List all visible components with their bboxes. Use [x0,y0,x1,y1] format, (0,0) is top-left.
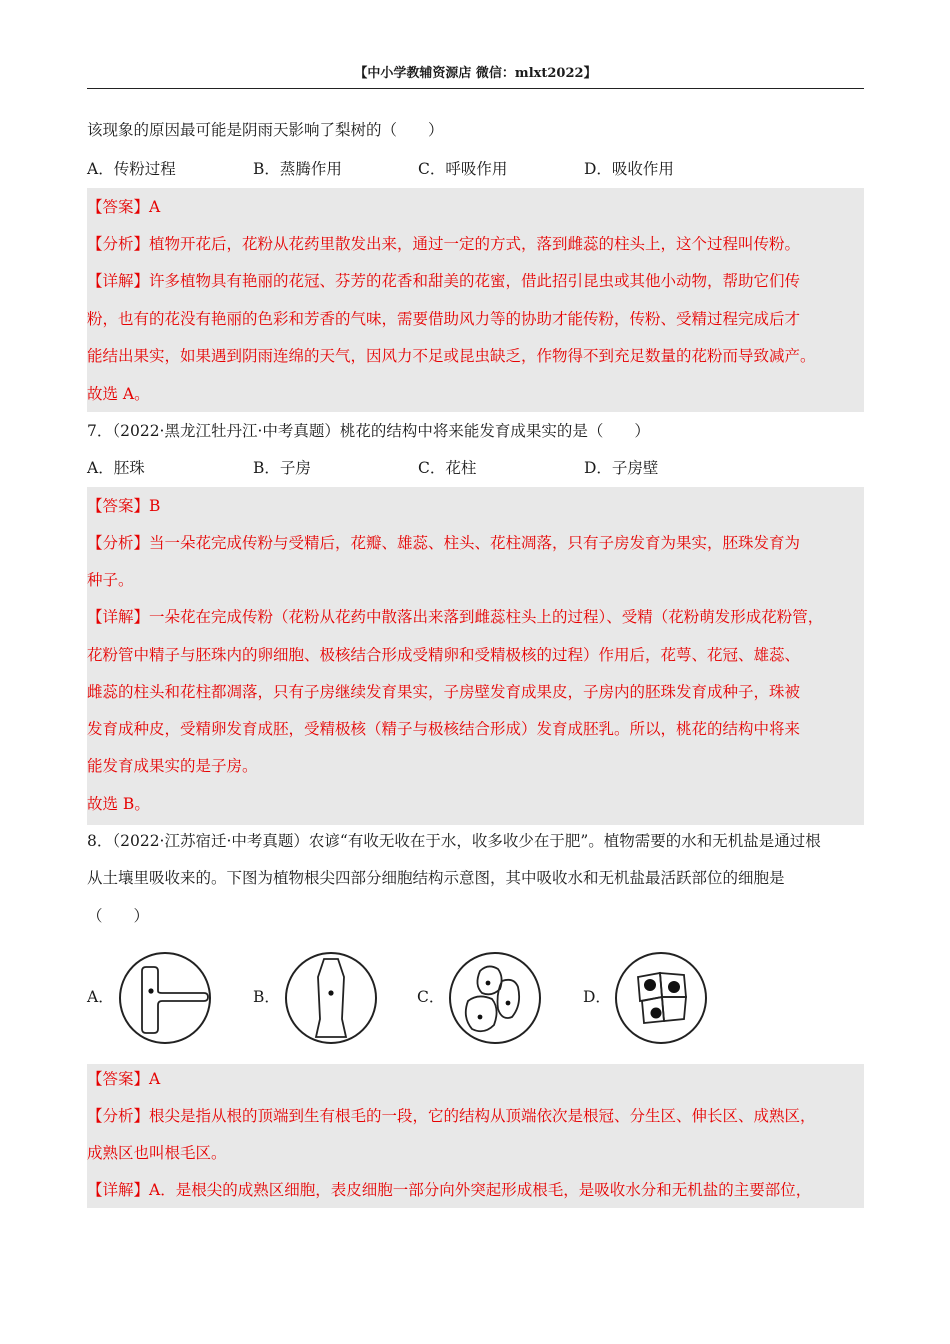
option-c: C．呼吸作用 [418,160,508,178]
detail-tag: 【详解】 [87,1181,150,1199]
detail-7-line-4: 发育成种皮，受精卵发育成胚，受精极核（精子与极核结合形成）发育成胚乳。所以，桃花的结构中将来 [87,720,801,738]
analysis-7-line-1 [87,531,864,555]
detail-tag: 【详解】 [87,608,150,626]
analysis-8-line-2: 成熟区也叫根毛区。 [87,1144,227,1162]
detail-6-line-3: 能结出果实，如果遇到阴雨连绵的天气，因风力不足或昆虫缺乏，作物得不到充足数量的花粉而导致减产。 [87,347,816,365]
analysis-tag: 【分析】 [87,235,150,253]
detail-text: A．是根尖的成熟区细胞，表皮细胞一部分向外突起形成根毛，是吸收水分和无机盐的主要部位， [149,1181,812,1199]
analysis-tag: 【分析】 [87,534,150,552]
figure-label-b: B． [253,988,280,1006]
meristem-cells-icon [614,951,708,1045]
detail-6-line-1 [87,269,864,293]
detail-6-line-4: 故选 A。 [87,385,150,403]
option-a: A．胚珠 [87,459,145,477]
analysis-text: 根尖是指从根的顶端到生有根毛的一段，它的结构从顶端依次是根冠、分生区、伸长区、成熟区， [149,1107,816,1125]
analysis-text: 植物开花后，花粉从花药里散发出来，通过一定的方式，落到雌蕊的柱头上，这个过程叫传粉。 [149,235,801,253]
detail-7-line-1 [87,605,864,629]
analysis-7-line-2: 种子。 [87,571,134,589]
question-6-stem: 该现象的原因最可能是阴雨天影响了梨树的（ ） [87,121,444,139]
root-hair-cell-icon [118,951,212,1045]
analysis-8-line-1 [87,1104,864,1128]
answer-block-6 [87,188,864,412]
option-c: C．花柱 [418,459,477,477]
question-8-stem-line-2: 从土壤里吸收来的。下图为植物根尖四部分细胞结构示意图，其中吸收水和无机盐最活跃部位的细胞是 [87,869,785,887]
analysis-text: 当一朵花完成传粉与受精后，花瓣、雄蕊、柱头、花柱凋落，只有子房发育为果实，胚珠发育为 [149,534,801,552]
answer-tag: 【答案】 [87,1070,150,1088]
question-7-stem: 7．（2022·黑龙江牡丹江·中考真题）桃花的结构中将来能发育成果实的是（ ） [87,422,650,440]
detail-7-line-2: 花粉管中精子与胚珠内的卵细胞、极核结合形成受精卵和受精极核的过程）作用后，花萼、花冠、雄蕊、 [87,646,801,664]
option-b: B．子房 [253,459,311,477]
detail-7-line-5: 能发育成果实的是子房。 [87,757,258,775]
answer-tag: 【答案】 [87,497,150,515]
question-8-stem-line-3: （ ） [87,907,150,925]
answer-6 [87,195,864,219]
option-d: D．吸收作用 [584,160,674,178]
option-b: B．蒸腾作用 [253,160,342,178]
detail-7-line-6: 故选 B。 [87,795,150,813]
detail-6-line-2: 粉，也有的花没有艳丽的色彩和芳香的气味，需要借助风力等的协助才能传粉，传粉、受精过程完成后才 [87,310,801,328]
elongation-cell-icon [284,951,378,1045]
detail-tag: 【详解】 [87,272,150,290]
root-cap-cells-icon [448,951,542,1045]
answer-value: B [149,497,161,515]
answer-tag: 【答案】 [87,198,150,216]
question-8-stem-line-1: 8．（2022·江苏宿迁·中考真题）农谚“有收无收在于水，收多收少在于肥”。植物需要的水和无机盐是通过根 [87,832,821,850]
detail-7-line-3: 雌蕊的柱头和花柱都凋落，只有子房继续发育果实，子房壁发育成果皮，子房内的胚珠发育成种子，珠被 [87,683,801,701]
page-header: 【中小学教辅资源店 微信：mlxt2022】 [87,60,864,89]
figure-label-d: D． [583,988,611,1006]
figure-label-c: C． [417,988,445,1006]
analysis-tag: 【分析】 [87,1107,150,1125]
question-6-options [87,157,864,181]
detail-text: 许多植物具有艳丽的花冠、芬芳的花香和甜美的花蜜，借此招引昆虫或其他小动物，帮助它们传 [149,272,801,290]
question-7-options [87,456,864,480]
analysis-6 [87,232,864,256]
answer-8 [87,1067,864,1091]
detail-8-line-1 [87,1178,864,1202]
answer-value: A [149,1070,161,1088]
answer-7 [87,494,864,518]
option-a: A．传粉过程 [87,160,176,178]
option-d: D．子房壁 [584,459,659,477]
answer-value: A [149,198,161,216]
detail-text: 一朵花在完成传粉（花粉从花药中散落出来落到雌蕊柱头上的过程）、受精（花粉萌发形成花粉管， [149,608,824,626]
figure-label-a: A． [87,988,114,1006]
